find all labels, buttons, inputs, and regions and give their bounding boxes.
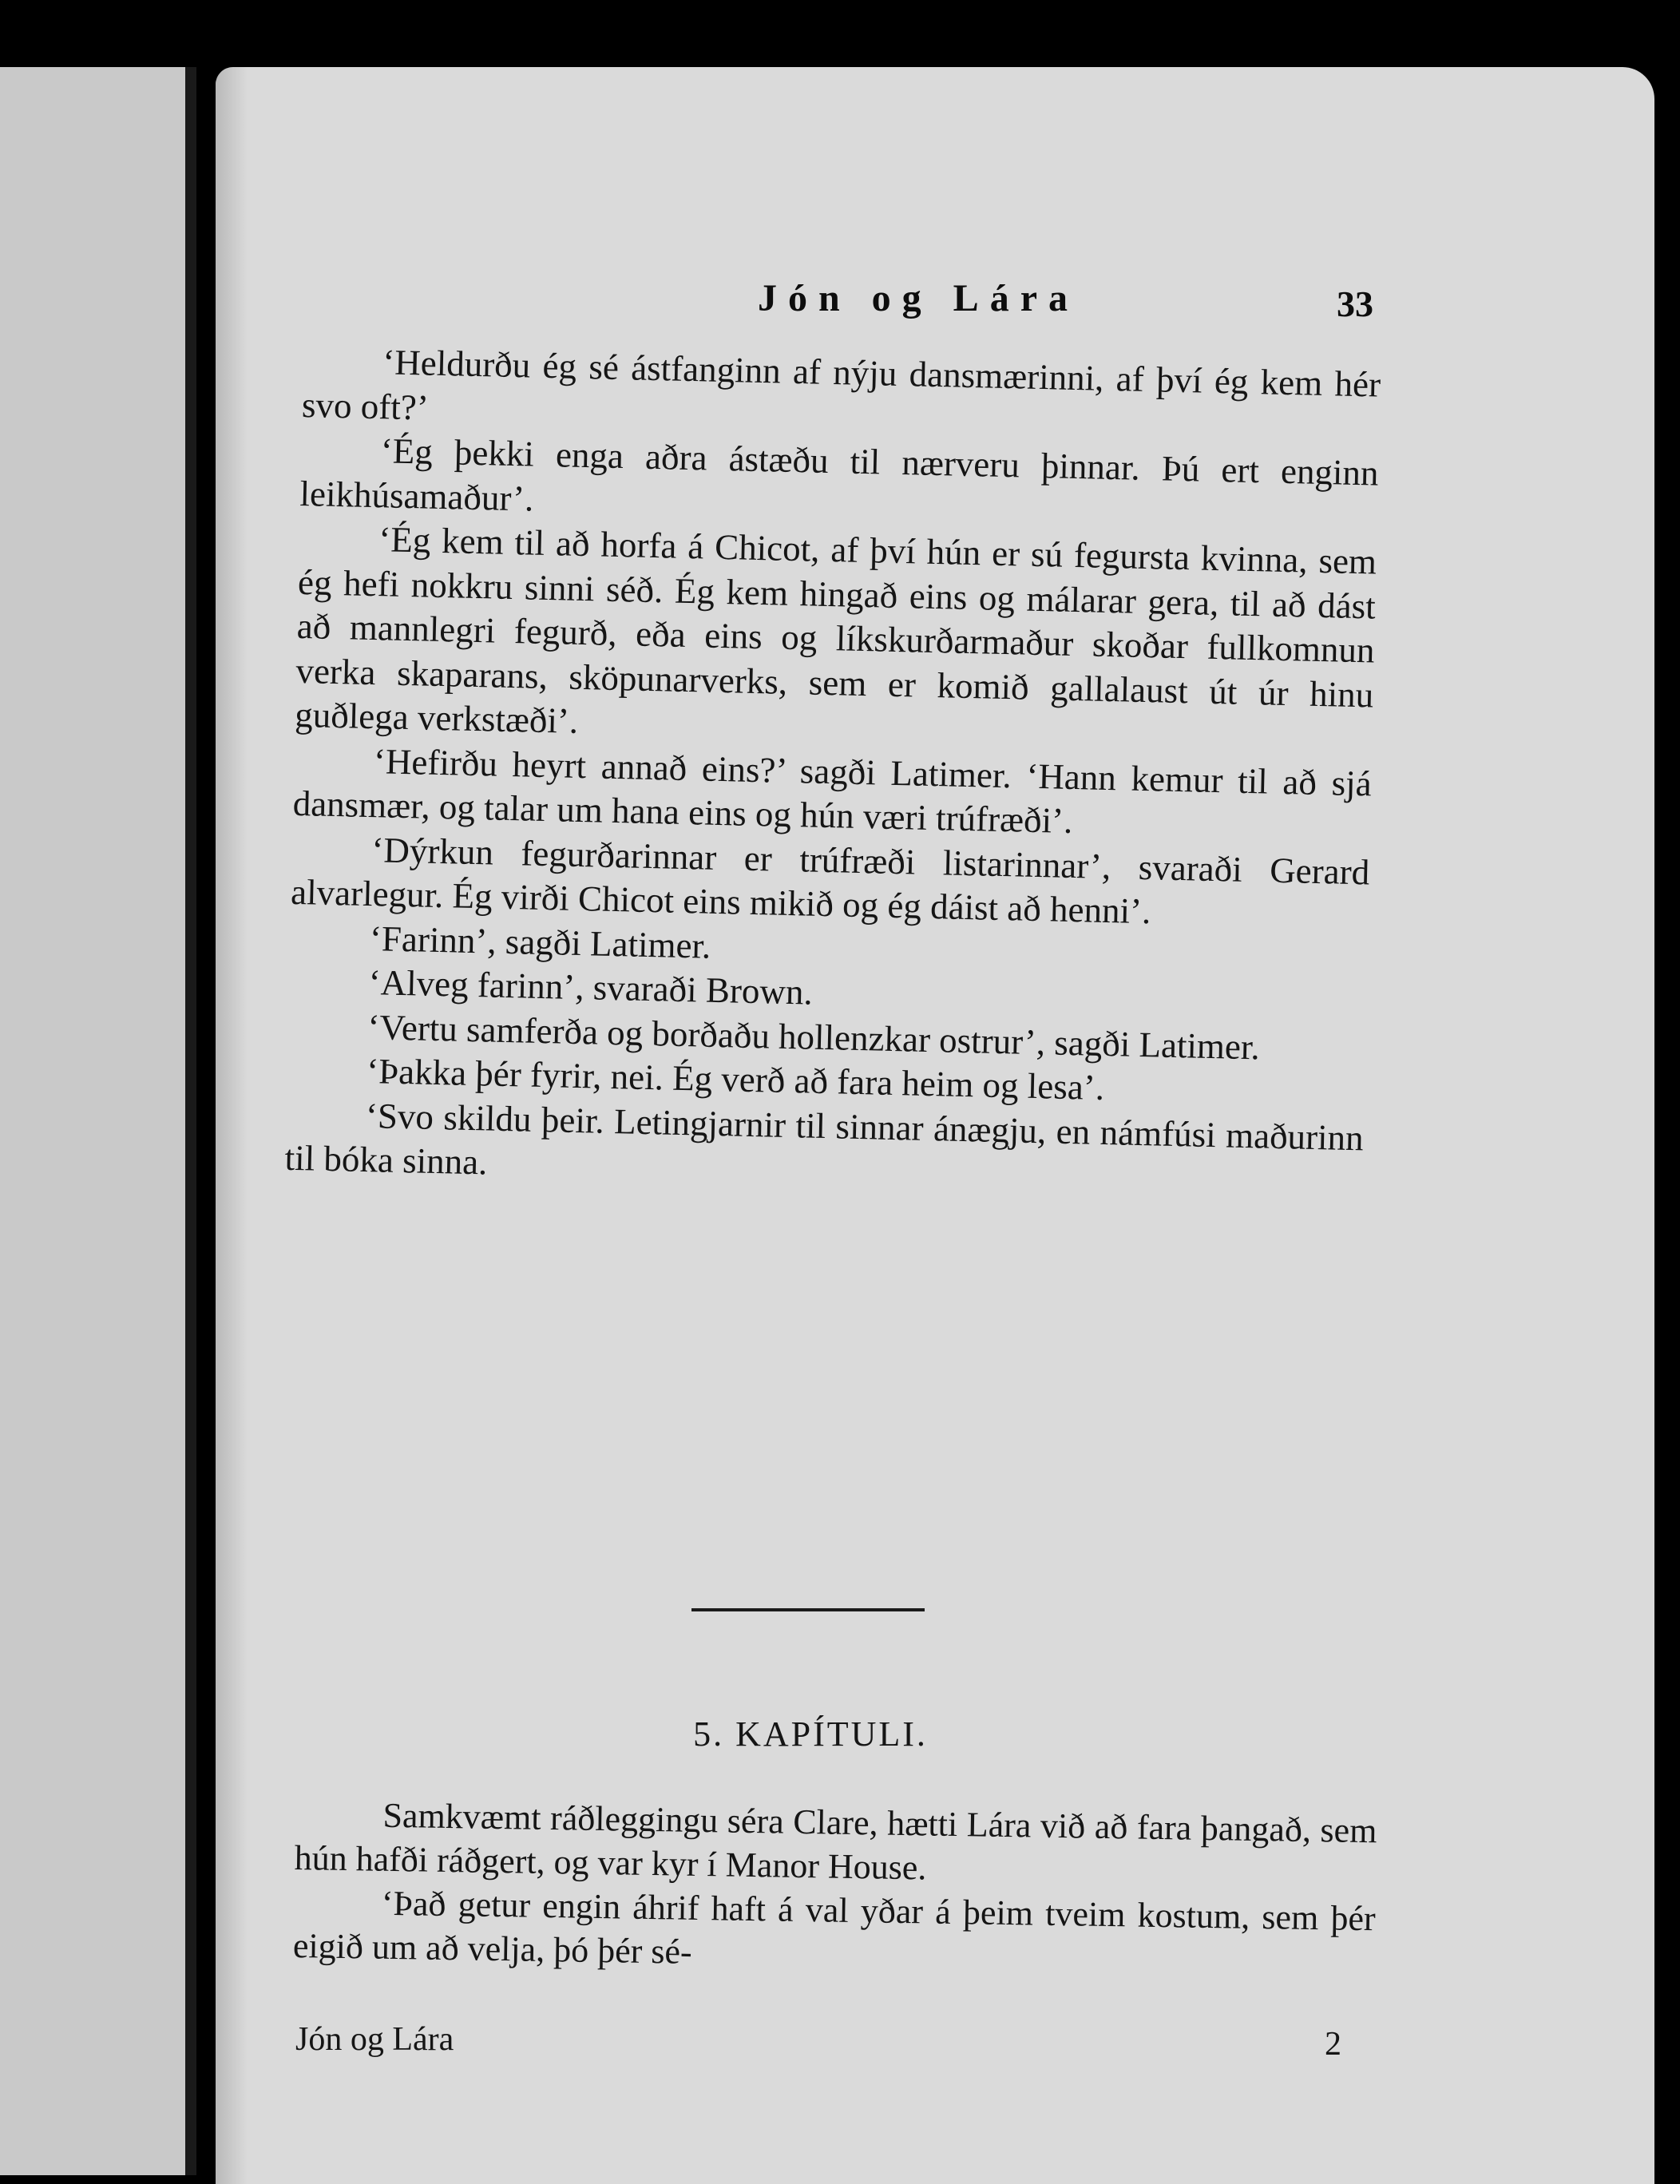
paragraph: ‘Vertu samferða og borðaðu hollenzkar ostrur’, sagði Latimer. (367, 1006, 1261, 1067)
header-title: Jón og Lára (757, 277, 1079, 319)
paragraph: Samkvæmt ráðleggingu séra Clare, hætti Lára við að fara þangað, sem hún hafði ráðgert, og var kyr í Manor House. (294, 1795, 1377, 1888)
book-page (216, 67, 1654, 2184)
footer-title: Jón og Lára (295, 2021, 454, 2058)
paragraph: ‘Heldurðu ég sé ástfanginn af nýju dansmærinni, af því ég kem hér svo oft?’ (301, 342, 1381, 428)
body-text (284, 339, 1381, 1205)
facing-page (0, 67, 188, 2175)
paragraph: ‘Farinn’, sagði Latimer. (369, 918, 711, 966)
paragraph: ‘Þakka þér fyrir, nei. Ég verð að fara heim og lesa’. (366, 1051, 1105, 1108)
page-footer (295, 2020, 1341, 2065)
paragraph: ‘Ég þekki enga aðra ástæðu til nærveru þinnar. Þú ert enginn leikhúsamaður’. (299, 430, 1380, 519)
signature-mark: 2 (1325, 2026, 1341, 2063)
paragraph: ‘Ég kem til að horfa á Chicot, af því hún er sú fegursta kvinna, sem ég hefi nokkru sinni séð. Ég kem hingað eins og málarar gera, til að dást að mannlegri fegurð, eða eins og líkskurðarmaður skoðar fullkomnun verka skaparans, sköpunarverks, sem er komið gallalaust út úr hinu guðlega verkstæði’. (294, 519, 1377, 741)
paragraph: ‘Svo skildu þeir. Letingjarnir til sinnar ánægju, en námfúsi maðurinn til bóka sinna. (284, 1095, 1365, 1183)
section-divider (691, 1608, 925, 1611)
running-header (216, 276, 1654, 340)
book-spine (185, 67, 196, 2175)
paragraph: ‘Alveg farinn’, svaraði Brown. (368, 962, 814, 1013)
paragraph: ‘Hefirðu heyrt annað eins?’ sagði Latimer. ‘Hann kemur til að sjá dansmær, og talar um hana eins og hún væri trúfræði’. (292, 740, 1373, 842)
page-number: 33 (1337, 283, 1373, 324)
paragraph: ‘Dýrkun fegurðarinnar er trúfræði listarinnar’, svaraði Gerard alvarlegur. Ég virði Chicot eins mikið og ég dáist að henni’. (290, 829, 1370, 932)
paragraph: ‘Það getur engin áhrif haft á val yðar á þeim tveim kostum, sem þér eigið um að velja, þó þér sé- (292, 1883, 1377, 1972)
chapter-text (293, 1792, 1377, 1984)
chapter-heading: 5. KAPÍTULI. (693, 1714, 928, 1754)
